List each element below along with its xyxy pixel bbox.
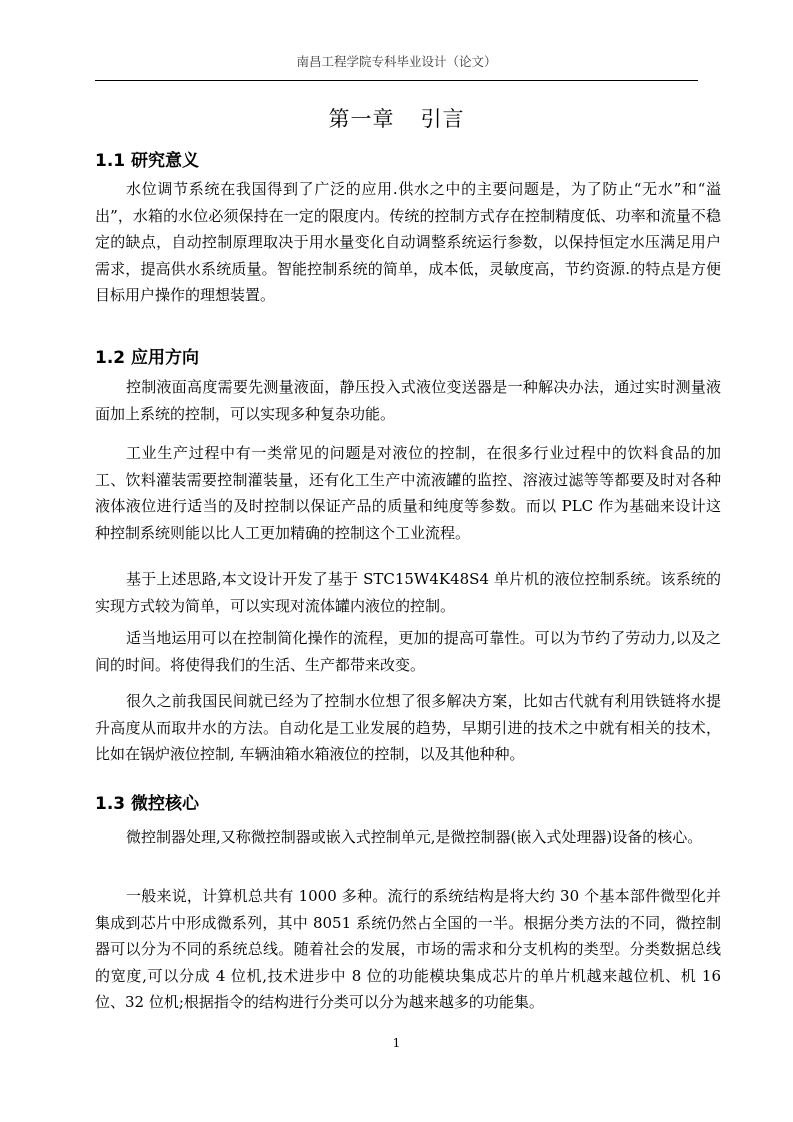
section-heading-1-3: 1.3 微控核心 [95,794,200,814]
paragraph: 控制液面高度需要先测量液面，静压投入式液位变送器是一种解决办法，通过实时测量液面加上系统的控制，可以实现多种复杂功能。 [95,378,721,423]
paragraph: 基于上述思路,本文设计开发了基于 STC15W4K48S4 单片机的液位控制系统。该系统的实现方式较为简单，可以实现对流体罐内液位的控制。 [95,570,721,615]
section-heading-1-2: 1.2 应用方向 [95,348,200,368]
paragraph: 水位调节系统在我国得到了广泛的应用.供水之中的主要问题是，为了防止“无水”和“溢出”，水箱的水位必须保持在一定的限度内。传统的控制方式存在控制精度低、功率和流量不稳定的缺点，自动控制原理取决于用水量变化自动调整系统运行参数，以保持恒定水压满足用户需求，提高供水系统质量。智能控制系统的简单，成本低，灵敏度高，节约资源.的特点是方便目标用户操作的理想装置。 [95,180,721,304]
paragraph: 微控制器处理,又称微控制器或嵌入式控制单元,是微控制器(嵌入式处理器)设备的核心。 [126,828,703,846]
chapter-name: 引言 [420,107,465,131]
chapter-title [95,103,698,133]
page-header: 南昌工程学院专科毕业设计（论文） [296,54,497,69]
paragraph: 很久之前我国民间就已经为了控制水位想了很多解决方案，比如古代就有利用铁链将水提升高度从而取井水的方法。自动化是工业发展的趋势，早期引进的技术之中就有相关的技术，比如在锅炉液位控制, 车辆油箱水箱液位的控制，以及其他种种。 [95,692,721,763]
paragraph: 工业生产过程中有一类常见的问题是对液位的控制，在很多行业过程中的饮料食品的加工、饮料灌装需要控制灌装量，还有化工生产中流液罐的监控、溶液过滤等等都要及时对各种液体液位进行适当的及时控制以保证产品的质量和纯度等参数。而以 PLC 作为基础来设计这种控制系统则能以比人工更加精确的控制这个工业流程。 [95,444,721,542]
paragraph: 适当地运用可以在控制简化操作的流程，更加的提高可靠性。可以为节约了劳动力,以及之间的时间。将使得我们的生活、生产都带来改变。 [95,629,721,674]
chapter-label: 第一章 [328,107,395,131]
page-number: 1 [392,1036,401,1050]
section-heading-1-1: 1.1 研究意义 [95,151,200,171]
paragraph: 一般来说，计算机总共有 1000 多种。流行的系统结构是将大约 30 个基本部件微型化并集成到芯片中形成微系列，其中 8051 系统仍然占全国的一半。根据分类方法的不同，微控制器可以分为不同的系统总线。随着社会的发展，市场的需求和分支机构的类型。分类数据总线的宽度,可以分成 4 位机,技术进步中 8 位的功能模块集成芯片的单片机越来越位机、机 16 位、32 位机;根据指令的结构进行分类可以分为越来越多的功能集。 [95,887,721,1011]
header-rule [95,80,698,81]
